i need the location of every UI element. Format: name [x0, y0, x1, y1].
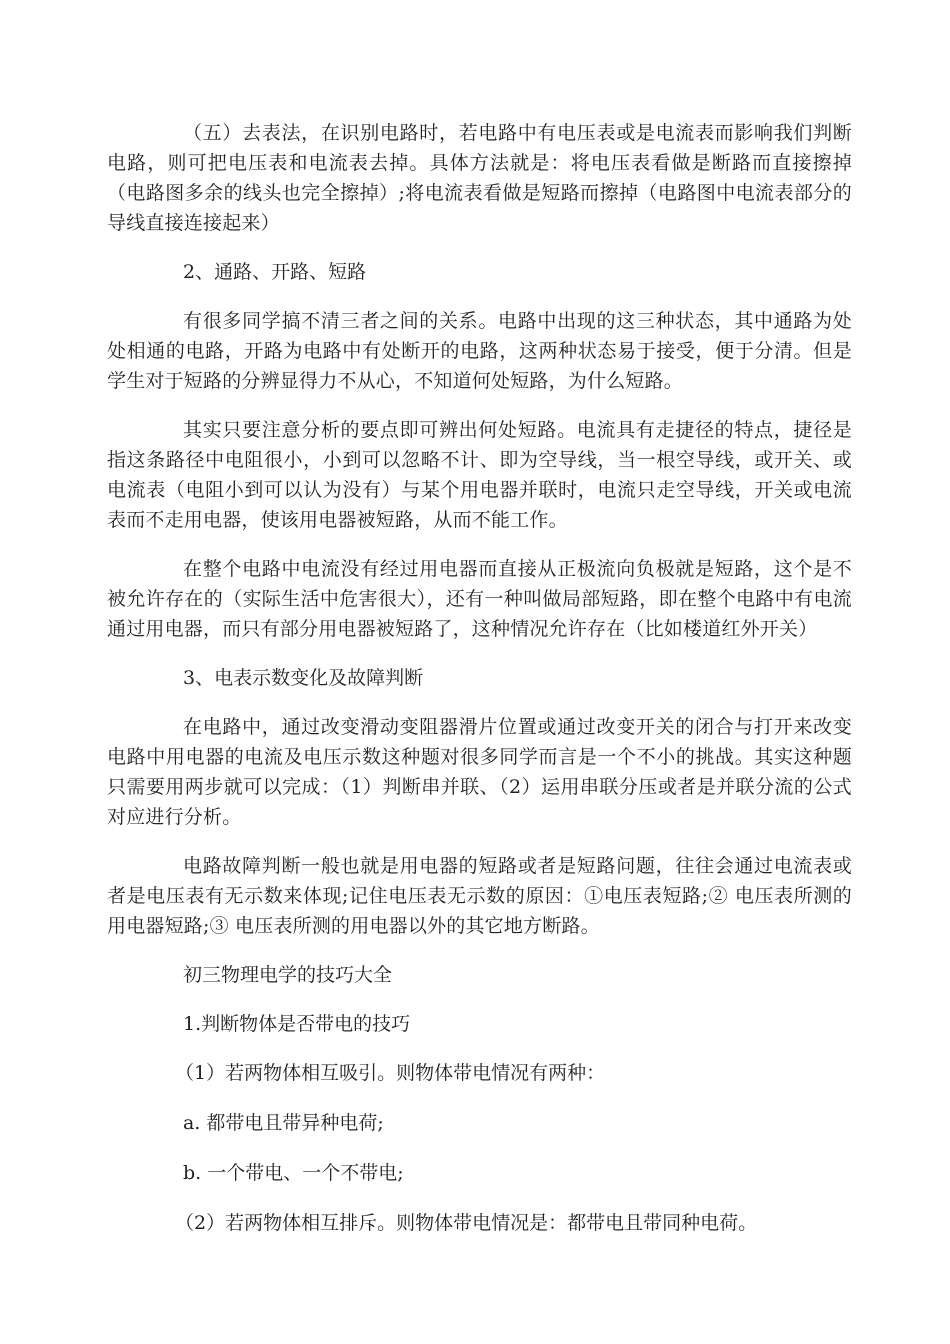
section-heading-meter-readings: 3、电表示数变化及故障判断 [183, 667, 424, 689]
paragraph-fault-judgement: 电路故障判断一般也就是用电器的短路或者是短路问题，往往会通过电流表或者是电压表有无示数来体现;记住电压表无示数的原因：①电压表短路;② 电压表所测的用电器短路;③ 电压表所测的用电器以外的其它地方断路。 [107, 855, 852, 937]
list-item-repel: （2）若两物体相互排斥。则物体带电情况是：都带电且带同种电荷。 [175, 1212, 758, 1234]
document-body [107, 118, 852, 1258]
list-item-one-charged: b. 一个带电、一个不带电; [183, 1162, 404, 1184]
section-heading-circuit-states: 2、通路、开路、短路 [183, 261, 367, 283]
list-item-opposite-charges: a. 都带电且带异种电荷; [183, 1112, 384, 1134]
paragraph-local-short-circuit: 在整个电路中电流没有经过用电器而直接从正极流向负极就是短路，这个是不被允许存在的（实际生活中危害很大），还有一种叫做局部短路，即在整个电路中有电流通过用电器，而只有部分用电器被短路了，这种情况允许存在（比如楼道红外开关） [107, 558, 852, 640]
paragraph-meter-change: 在电路中，通过改变滑动变阻器滑片位置或通过改变开关的闭合与打开来改变电路中用电器的电流及电压示数这种题对很多同学而言是一个不小的挑战。其实这种题只需要用两步就可以完成：（1）判断串并联、（2）运用串联分压或者是并联分流的公式对应进行分析。 [107, 716, 852, 828]
section-heading-tips: 初三物理电学的技巧大全 [183, 964, 393, 986]
paragraph-remove-meter-method: （五）去表法，在识别电路时，若电路中有电压表或是电流表而影响我们判断电路，则可把电压表和电流表去掉。具体方法就是：将电压表看做是断路而直接擦掉（电路图多余的线头也完全擦掉）;将电流表看做是短路而擦掉（电路图中电流表部分的导线直接连接起来） [107, 122, 852, 234]
paragraph-three-states: 有很多同学搞不清三者之间的关系。电路中出现的这三种状态，其中通路为处处相通的电路，开路为电路中有处断开的电路，这两种状态易于接受，便于分清。但是学生对于短路的分辨显得力不从心，不知道何处短路，为什么短路。 [107, 310, 852, 392]
paragraph-short-circuit-analysis: 其实只要注意分析的要点即可辨出何处短路。电流具有走捷径的特点，捷径是指这条路径中电阻很小，小到可以忽略不计、即为空导线，当一根空导线，或开关、或电流表（电阻小到可以认为没有）与某个用电器并联时，电流只走空导线，开关或电流表而不走用电器，使该用电器被短路，从而不能工作。 [107, 419, 852, 531]
subheading-charged-object: 1.判断物体是否带电的技巧 [183, 1013, 411, 1035]
list-item-attract: （1）若两物体相互吸引。则物体带电情况有两种： [175, 1062, 606, 1084]
